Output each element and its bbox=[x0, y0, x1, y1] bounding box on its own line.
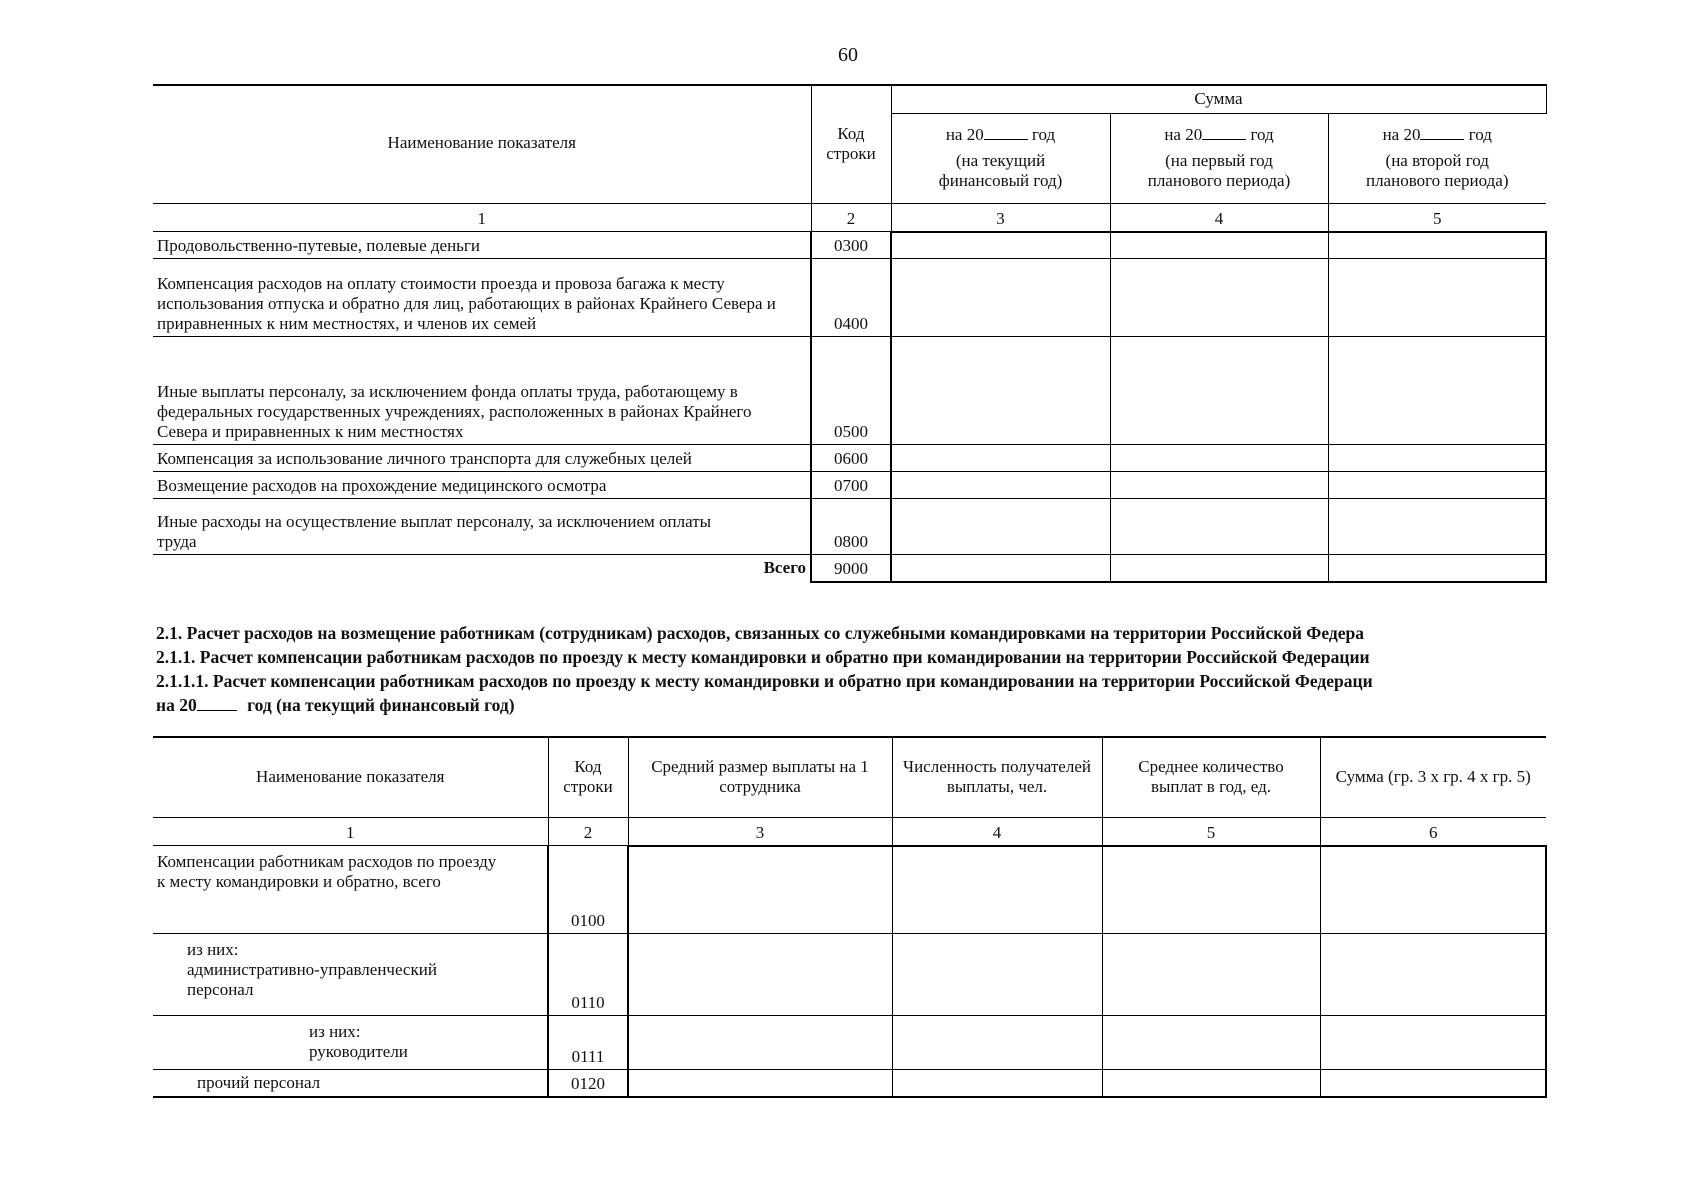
value-cell[interactable] bbox=[1110, 337, 1328, 445]
section-title-2-1-1-1: 2.1.1.1. Расчет компенсации работникам расходов по проезду к месту командировки и обратно при командировании на территории Российской Федераци bbox=[156, 671, 1373, 691]
table-row: из них: руководители 0111 bbox=[153, 1016, 1546, 1070]
value-cell[interactable] bbox=[1102, 846, 1320, 934]
value-cell[interactable] bbox=[892, 846, 1102, 934]
value-cell[interactable] bbox=[1328, 259, 1546, 337]
header-col4: на 20 год (на первый год планового периода) bbox=[1110, 113, 1328, 203]
section-title-year: на 20 год (на текущий финансовый год) bbox=[156, 695, 515, 715]
value-cell[interactable] bbox=[892, 934, 1102, 1016]
value-cell[interactable] bbox=[1110, 472, 1328, 499]
value-cell[interactable] bbox=[1328, 337, 1546, 445]
table-row: Компенсация расходов на оплату стоимости проезда и провоза багажа к месту использования отпуска и обратно для лиц, работающих в районах Крайнего Севера и приравненных к ним местностях, и членов их семей 0400 bbox=[153, 259, 1546, 337]
value-cell[interactable] bbox=[1320, 934, 1546, 1016]
header-sum: Сумма bbox=[891, 85, 1546, 113]
value-cell[interactable] bbox=[1102, 934, 1320, 1016]
header-col5: на 20 год (на второй год планового периода) bbox=[1328, 113, 1546, 203]
value-cell[interactable] bbox=[1102, 1070, 1320, 1097]
value-cell[interactable] bbox=[891, 259, 1110, 337]
header-name: Наименование показателя bbox=[153, 85, 811, 203]
value-cell[interactable] bbox=[1320, 1016, 1546, 1070]
table-row: Компенсации работникам расходов по проезду к месту командировки и обратно, всего 0100 bbox=[153, 846, 1546, 934]
year-blank bbox=[1202, 125, 1246, 140]
value-cell[interactable] bbox=[1102, 1016, 1320, 1070]
value-cell[interactable] bbox=[891, 337, 1110, 445]
value-cell[interactable] bbox=[1110, 499, 1328, 555]
header-col6: Сумма (гр. 3 x гр. 4 x гр. 5) bbox=[1320, 737, 1546, 817]
value-cell[interactable] bbox=[891, 499, 1110, 555]
column-numbers-row: 1 2 3 4 5 bbox=[153, 203, 1546, 232]
value-cell[interactable] bbox=[1320, 846, 1546, 934]
value-cell[interactable] bbox=[1328, 445, 1546, 472]
value-cell[interactable] bbox=[891, 555, 1110, 582]
value-cell[interactable] bbox=[892, 1016, 1102, 1070]
value-cell[interactable] bbox=[1320, 1070, 1546, 1097]
table-row: Компенсация за использование личного транспорта для служебных целей 0600 bbox=[153, 445, 1546, 472]
page-number: 60 bbox=[838, 44, 858, 66]
value-cell[interactable] bbox=[1110, 445, 1328, 472]
travel-compensation-table bbox=[153, 736, 1547, 1098]
value-cell[interactable] bbox=[1110, 232, 1328, 259]
value-cell[interactable] bbox=[628, 846, 892, 934]
value-cell[interactable] bbox=[892, 1070, 1102, 1097]
year-blank bbox=[197, 696, 237, 711]
total-row: Всего 9000 bbox=[153, 555, 1546, 582]
header-code: Код строки bbox=[811, 85, 891, 203]
header-col5: Среднее количество выплат в год, ед. bbox=[1102, 737, 1320, 817]
table-row: прочий персонал 0120 bbox=[153, 1070, 1546, 1097]
value-cell[interactable] bbox=[1328, 499, 1546, 555]
table-row: Продовольственно-путевые, полевые деньги 0300 bbox=[153, 232, 1546, 259]
table-row: из них: административно-управленческий персонал 0110 bbox=[153, 934, 1546, 1016]
value-cell[interactable] bbox=[628, 1070, 892, 1097]
value-cell[interactable] bbox=[1328, 555, 1546, 582]
header-code: Код строки bbox=[548, 737, 628, 817]
value-cell[interactable] bbox=[1110, 555, 1328, 582]
table-row: Иные выплаты персоналу, за исключением фонда оплаты труда, работающему в федеральных государственных учреждениях, расположенных в районах Крайнего Севера и приравненных к ним местностях 0500 bbox=[153, 337, 1546, 445]
header-col4: Численность получателей выплаты, чел. bbox=[892, 737, 1102, 817]
value-cell[interactable] bbox=[1328, 232, 1546, 259]
value-cell[interactable] bbox=[891, 472, 1110, 499]
value-cell[interactable] bbox=[891, 445, 1110, 472]
year-blank bbox=[1420, 125, 1464, 140]
header-name: Наименование показателя bbox=[153, 737, 548, 817]
expenses-table bbox=[153, 84, 1547, 583]
value-cell[interactable] bbox=[628, 934, 892, 1016]
header-col3: Средний размер выплаты на 1 сотрудника bbox=[628, 737, 892, 817]
table-row: Иные расходы на осуществление выплат персоналу, за исключением оплаты труда 0800 bbox=[153, 499, 1546, 555]
header-col3: на 20 год (на текущий финансовый год) bbox=[891, 113, 1110, 203]
value-cell[interactable] bbox=[1110, 259, 1328, 337]
column-numbers-row: 1 2 3 4 5 6 bbox=[153, 817, 1546, 846]
value-cell[interactable] bbox=[1328, 472, 1546, 499]
section-title-2-1: 2.1. Расчет расходов на возмещение работникам (сотрудникам) расходов, связанных со служебными командировками на территории Российской Федера bbox=[156, 623, 1364, 643]
year-blank bbox=[984, 125, 1028, 140]
value-cell[interactable] bbox=[891, 232, 1110, 259]
section-title-2-1-1: 2.1.1. Расчет компенсации работникам расходов по проезду к месту командировки и обратно при командировании на территории Российской Федерации bbox=[156, 647, 1370, 667]
table-row: Возмещение расходов на прохождение медицинского осмотра 0700 bbox=[153, 472, 1546, 499]
value-cell[interactable] bbox=[628, 1016, 892, 1070]
